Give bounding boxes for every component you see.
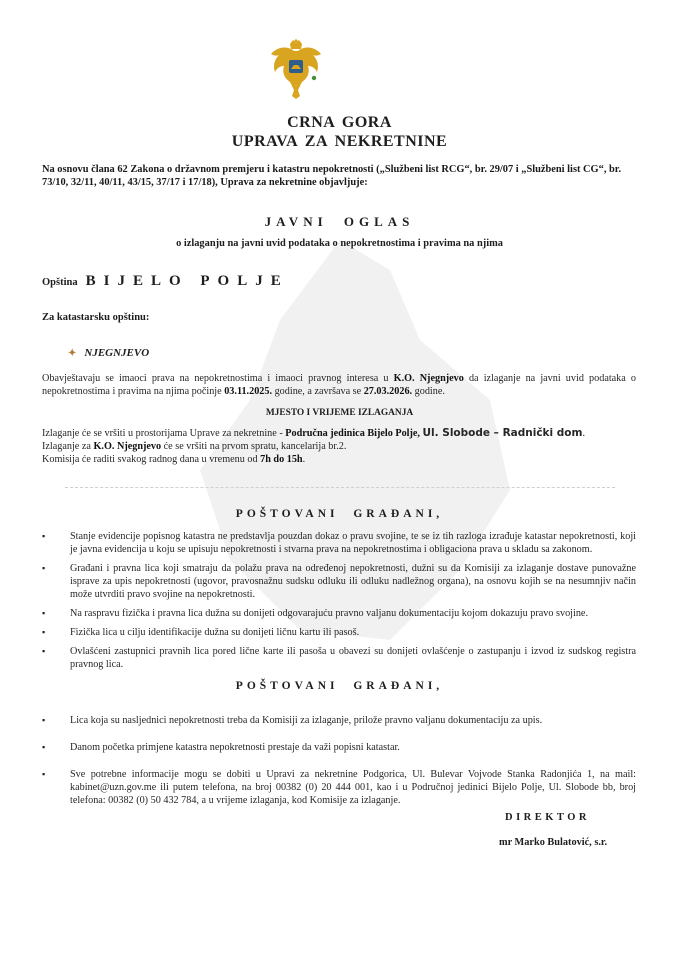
square-bullet-icon: ▪ xyxy=(42,646,46,656)
header-agency: UPRAVA ZA NEKRETNINE xyxy=(231,133,448,150)
list-item-text: Stanje evidencije popisnog katastra ne predstavlja pouzdan dokaz o pravu svojine, te se iz tih razloga izrađuje katastar nepokretnosti, koji je javna evidencija u koju se upisuju nepokretnosti i stvarna prava na nepokretnostima i obligaciona prava u skladu sa zakonom. xyxy=(70,531,636,555)
document-subtitle: o izlaganju na javni uvid podataka o nepokretnostima i pravima na njima xyxy=(176,238,503,249)
notice-ko: K.O. Njegnjevo xyxy=(393,373,464,384)
square-bullet-icon: ▪ xyxy=(42,608,46,618)
notice-paragraph xyxy=(42,372,636,398)
place-time-block xyxy=(42,427,642,466)
square-bullet-icon: ▪ xyxy=(42,742,46,752)
municipality-name: BIJELO POLJE xyxy=(85,273,289,289)
hours-text: Komisija će raditi svakog radnog dana u vremenu od xyxy=(42,454,261,465)
list-item-text: Danom početka primjene katastra nepokretnosti prestaje da važi popisni katastar. xyxy=(70,742,400,753)
list-item-text: Fizička lica u cilju identifikacije dužna su donijeti ličnu kartu ili pasoš. xyxy=(70,627,360,638)
notice-text: da izlaganje na javni uvid podataka o nepokretnostima i pravima na njima počinje xyxy=(42,373,637,397)
greeting-heading-1: POŠTOVANI GRAĐANI, xyxy=(235,508,444,520)
list-item xyxy=(42,626,636,639)
start-date: 03.11.2025. xyxy=(224,386,273,397)
list-item xyxy=(42,530,636,556)
floor-text: će se vršiti na prvom spratu, kancelarija br.2. xyxy=(161,441,347,452)
floor-text: Izlaganje za xyxy=(42,441,94,452)
list-item-text: Sve potrebne informacije mogu se dobiti u Upravi za nekretnine Podgorica, Ul. Bulevar Vojvode Stanka Radonjića 1, na mail: kabinet@uzn.gov.me ili putem telefona, na broj 00382 (0) 20 444 001, kao i u Područnoj jedinici Bijelo Polje, Ul. Slobode bb, broj telefona: 00382 (0) 50 432 784, a u vrijeme izlaganja, kod Komisije za izlaganje. xyxy=(70,769,636,806)
cadastral-item xyxy=(68,347,149,359)
dashed-divider xyxy=(65,487,615,488)
list-item xyxy=(42,607,636,620)
greeting-heading-2: POŠTOVANI GRAĐANI, xyxy=(235,680,444,692)
end-date: 27.03.2026. xyxy=(363,386,413,397)
coat-of-arms-icon xyxy=(268,38,324,100)
notice-text: godine. xyxy=(412,386,445,397)
director-signature: mr Marko Bulatović, s.r. xyxy=(499,837,608,848)
intro-paragraph: Na osnovu člana 62 Zakona o državnom premjeru i katastru nepokretnosti („Službeni list RCG“, br. 29/07 i „Službeni list CG“, br. 73/10, 32/11, 40/11, 43/15, 37/17 i 17/18), Uprava za nekretnine objavljuje: xyxy=(42,164,622,188)
notice-text: Obavještavaju se imaoci prava na nepokretnostima i imaoci pravnog interesa u xyxy=(42,373,394,384)
place-line xyxy=(42,427,642,440)
square-bullet-icon: ▪ xyxy=(42,627,46,637)
list-item xyxy=(42,714,636,727)
place-address: Ul. Slobode – Radnički dom xyxy=(422,427,583,439)
director-title: DIREKTOR xyxy=(505,812,590,823)
square-bullet-icon: ▪ xyxy=(42,715,46,725)
list-item xyxy=(42,645,636,671)
place-time-heading: MJESTO I VRIJEME IZLAGANJA xyxy=(265,408,414,418)
list-item-text: Ovlašćeni zastupnici pravnih lica pored lične karte ili pasoša u obavezi su donijeti ovlašćenje o zastupanju i izvod iz sudskog registra pravnog lica. xyxy=(70,646,636,670)
square-bullet-icon: ▪ xyxy=(42,769,46,779)
place-unit: Područna jedinica Bijelo Polje, xyxy=(285,428,423,439)
municipality-line xyxy=(42,272,289,290)
header-country: CRNA GORA xyxy=(287,114,392,131)
hours-line xyxy=(42,453,642,466)
square-bullet-icon: ▪ xyxy=(42,563,46,573)
notice-text: godine, a završava se xyxy=(272,386,364,397)
list-item xyxy=(42,768,636,807)
hours-text: . xyxy=(302,454,306,465)
list-item xyxy=(42,741,636,754)
list-item xyxy=(42,562,636,601)
cadastral-label: Za katastarsku opštinu: xyxy=(42,312,150,323)
info-list-1 xyxy=(42,530,636,671)
floor-ko: K.O. Njegnjevo xyxy=(93,441,162,452)
place-text: Izlaganje će se vršiti u prostorijama Uprave za nekretnine - xyxy=(42,428,286,439)
municipality-label: Opština xyxy=(42,277,78,288)
cadastral-name: NJEGNJEVO xyxy=(84,347,150,359)
diamond-bullet-icon: ✦ xyxy=(68,348,77,359)
hours-value: 7h do 15h xyxy=(260,454,303,465)
list-item-text: Na raspravu fizička i pravna lica dužna su donijeti odgovarajuću pravno valjanu dokumentaciju kojom dokazuju pravo svojine. xyxy=(70,608,588,619)
floor-line xyxy=(42,440,642,453)
list-item-text: Građani i pravna lica koji smatraju da polažu prava na određenoj nepokretnosti, dužni su da Komisiji za izlaganje dostave punovažne isprave za upis nepokretnosti (ugovor, pravosnažnu sudsku odluku ili odluku nadležnog organa), na osnovu kojih se na nesumnjiv način može utvrditi pravo svojine na nepokretnosti. xyxy=(70,563,636,600)
place-text: . xyxy=(582,428,586,439)
info-list-2 xyxy=(42,714,636,807)
list-item-text: Lica koja su nasljednici nepokretnosti treba da Komisiji za izlaganje, prilože pravno valjanu dokumentaciju za upis. xyxy=(70,715,543,726)
square-bullet-icon: ▪ xyxy=(42,531,46,541)
document-title: JAVNI OGLAS xyxy=(264,214,415,229)
